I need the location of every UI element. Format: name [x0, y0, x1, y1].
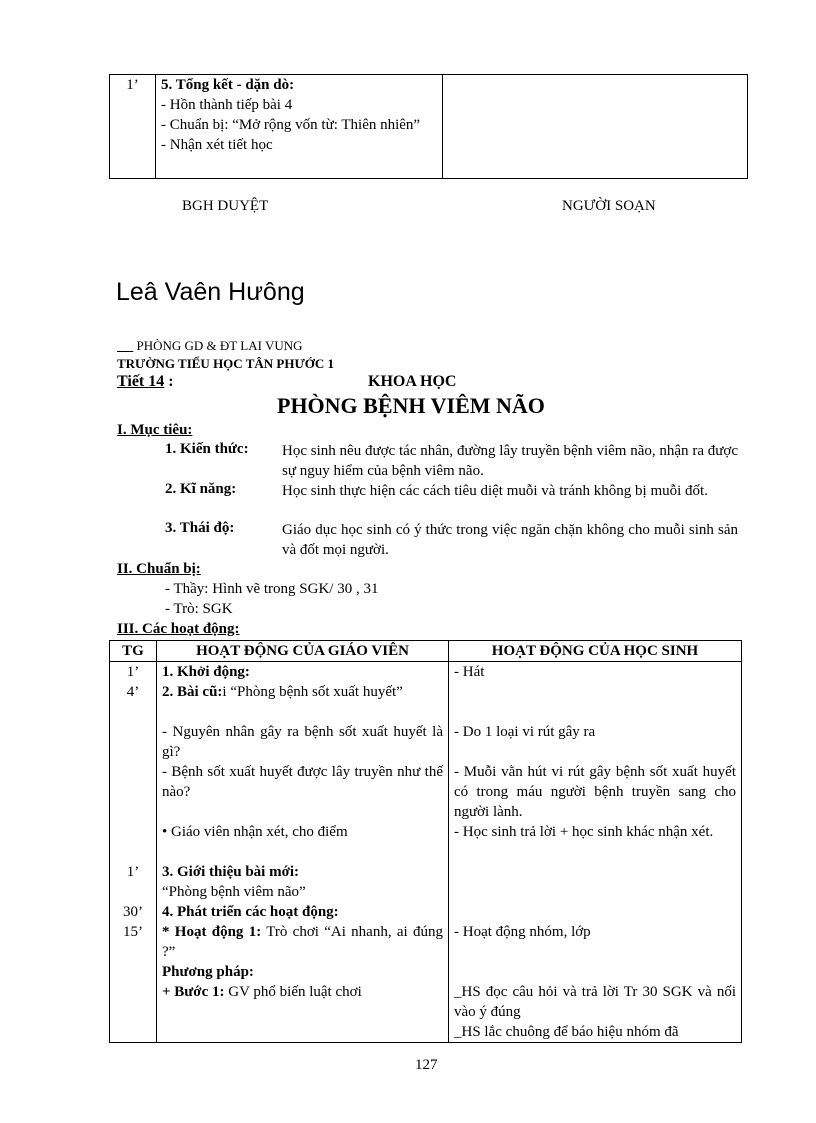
school-name: TRƯỜNG TIỂU HỌC TÂN PHƯỚC 1 [117, 356, 335, 371]
lesson-number-line [117, 373, 174, 391]
lesson-number: Tiết 14 [117, 373, 165, 390]
tg-value: 30’ [123, 904, 143, 920]
student-answer: - Muỗi vằn hút vi rút gây bệnh sốt xuất huyết có trong máu người bệnh truyền sang cho người lành. [454, 764, 736, 820]
phuong-phap: Phương pháp: [162, 964, 254, 980]
bai-cu-text: i “Phòng bệnh sốt xuất huyết” [222, 684, 403, 700]
objective-label: 2. Kĩ năng: [165, 481, 237, 497]
tg-value: 15’ [123, 924, 143, 940]
gioi-thieu-text: “Phòng bệnh viêm não” [162, 884, 306, 900]
gioi-thieu: 3. Giới thiệu bài mới: [162, 864, 300, 880]
buoc1-text: GV phổ biến luật chơi [224, 984, 362, 1000]
khoi-dong: 1. Khởi động: [162, 664, 250, 680]
prep-item: - Trò: SGK [165, 601, 233, 617]
lesson-title: PHÒNG BỆNH VIÊM NÃO [277, 393, 545, 418]
objective-label: 3. Thái độ: [165, 520, 235, 536]
page-number: 127 [415, 1057, 438, 1073]
objectives-heading: I. Mục tiêu: [117, 422, 193, 438]
top-item: - Nhận xét tiết học [161, 137, 273, 153]
student-column [449, 662, 742, 1043]
activities-heading: III. Các hoạt động: [117, 621, 240, 637]
top-content-cell [156, 75, 443, 179]
student-answer: - Do 1 loại vi rút gây ra [454, 724, 596, 740]
top-item: - Hồn thành tiếp bài 4 [161, 97, 293, 113]
dept-name: PHÒNG GD & ĐT LAI VUNG [136, 338, 303, 353]
top-section-title: 5. Tổng kết - dặn dò: [161, 77, 295, 93]
objective-text: Học sinh thực hiện các cách tiêu diệt muỗi và tránh không bị muỗi đốt. [282, 483, 708, 499]
phat-trien: 4. Phát triển các hoạt động: [162, 904, 339, 920]
author-name: Leâ Vaên Hưông [116, 278, 305, 306]
student-answer: - Hát [454, 664, 485, 680]
lesson-colon: : [164, 373, 174, 390]
student-answer: - Học sinh trả lời + học sinh khác nhận xét. [454, 824, 714, 840]
top-item: - Chuẩn bị: “Mở rộng vốn từ: Thiên nhiên” [161, 117, 421, 133]
hd1-label: * Hoạt động 1: [162, 924, 262, 940]
bullet-icon: • [162, 824, 168, 840]
dept-line [117, 338, 303, 354]
buoc-1 [162, 982, 443, 1002]
col-header-teacher: HOẠT ĐỘNG CỦA GIÁO VIÊN [157, 641, 449, 662]
top-time: 1’ [126, 77, 139, 93]
top-time-cell [110, 75, 156, 179]
student-answer: _HS đọc câu hỏi và trả lời Tr 30 SGK và nối vào ý đúng [454, 984, 736, 1020]
buoc1-label: + Bước 1: [162, 984, 225, 1000]
tg-value: 4’ [126, 684, 140, 700]
teacher-column [157, 662, 449, 1043]
tg-value: 1’ [126, 664, 140, 680]
teacher-question: - Nguyên nhân gây ra bệnh sốt xuất huyết là gì? [162, 724, 443, 760]
top-empty-cell [443, 75, 748, 179]
tg-value: 1’ [126, 864, 140, 880]
col-header-tg: TG [110, 641, 157, 662]
top-table [109, 74, 748, 179]
student-answer: - Hoạt động nhóm, lớp [454, 924, 591, 940]
student-answer: _HS lắc chuông để báo hiệu nhóm đã [454, 1024, 679, 1040]
tg-column [110, 662, 157, 1043]
subject: KHOA HỌC [368, 373, 457, 390]
col-header-student: HOẠT ĐỘNG CỦA HỌC SINH [449, 641, 742, 662]
teacher-question: - Bệnh sốt xuất huyết được lây truyền như thế nào? [162, 764, 443, 800]
dept-underline [117, 338, 133, 353]
bai-cu [162, 682, 443, 722]
prep-item: - Thầy: Hình vẽ trong SGK/ 30 , 31 [165, 581, 379, 597]
signature-right: NGƯỜI SOẠN [562, 198, 656, 214]
activities-table [109, 640, 742, 1043]
prep-heading: II. Chuẩn bị: [117, 561, 201, 577]
objective-text: Học sinh nêu được tác nhân, đường lây truyền bệnh viêm não, nhận ra được sự nguy hiểm của bệnh viêm não. [282, 443, 738, 479]
objective-label: 1. Kiến thức: [165, 441, 249, 457]
objective-text: Giáo dục học sinh có ý thức trong việc ngăn chặn không cho muỗi sinh sản và đốt mọi người. [282, 522, 738, 558]
bai-cu-label: 2. Bài cũ: [162, 684, 223, 700]
hoat-dong-1 [162, 922, 443, 962]
hd1-text: Trò chơi “Ai nhanh, ai đúng ?” [162, 924, 444, 960]
teacher-comment: • Giáo viên nhận xét, cho điểm [162, 824, 348, 840]
signature-left: BGH DUYỆT [182, 198, 269, 214]
